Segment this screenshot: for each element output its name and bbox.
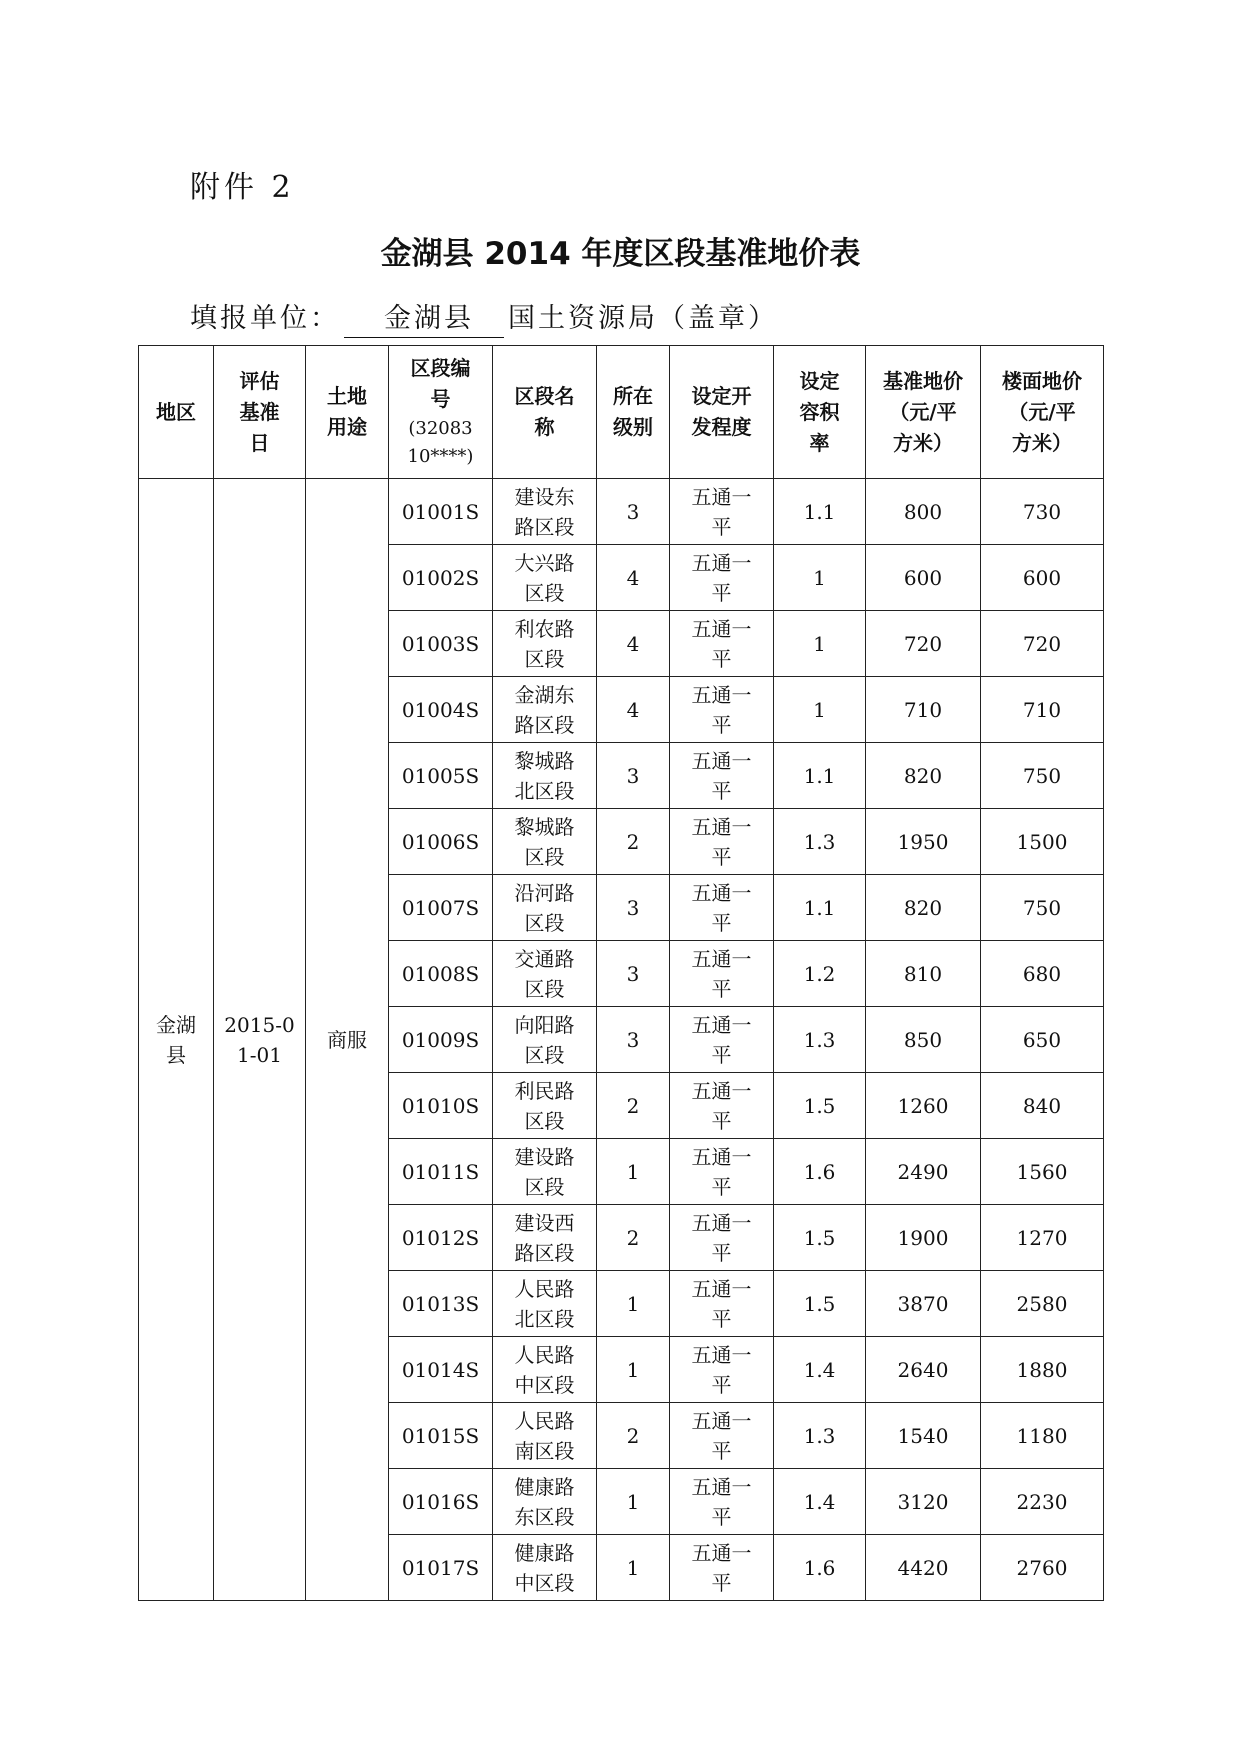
cell-floor-price: 1270 <box>981 1205 1104 1271</box>
cell-use: 商服 <box>306 479 389 1601</box>
table-row <box>139 479 1104 545</box>
cell-dev: 五通一平 <box>670 1271 774 1337</box>
cell-code: 01014S <box>389 1337 493 1403</box>
cell-name: 黎城路区段 <box>493 809 597 875</box>
cell-base-price: 3870 <box>866 1271 981 1337</box>
attachment-label: 附件 2 <box>190 170 295 205</box>
cell-base-price: 1900 <box>866 1205 981 1271</box>
cell-base-price: 3120 <box>866 1469 981 1535</box>
cell-base-price: 1540 <box>866 1403 981 1469</box>
cell-level: 3 <box>597 1007 670 1073</box>
cell-floor-price: 2580 <box>981 1271 1104 1337</box>
cell-floor-price: 650 <box>981 1007 1104 1073</box>
cell-base-price: 820 <box>866 875 981 941</box>
header-far: 设定容积率 <box>774 346 866 479</box>
cell-floor-price: 840 <box>981 1073 1104 1139</box>
cell-floor-price: 680 <box>981 941 1104 1007</box>
cell-code: 01012S <box>389 1205 493 1271</box>
cell-code: 01004S <box>389 677 493 743</box>
cell-floor-price: 2230 <box>981 1469 1104 1535</box>
cell-region: 金湖县 <box>139 479 214 1601</box>
cell-dev: 五通一平 <box>670 1205 774 1271</box>
header-code: 区段编号 (3208310****) <box>389 346 493 479</box>
cell-code: 01007S <box>389 875 493 941</box>
cell-level: 3 <box>597 941 670 1007</box>
cell-name: 建设东路区段 <box>493 479 597 545</box>
cell-far: 1.4 <box>774 1469 866 1535</box>
cell-base-price: 1260 <box>866 1073 981 1139</box>
cell-floor-price: 600 <box>981 545 1104 611</box>
cell-dev: 五通一平 <box>670 479 774 545</box>
cell-far: 1 <box>774 611 866 677</box>
cell-name: 建设路区段 <box>493 1139 597 1205</box>
cell-level: 2 <box>597 1073 670 1139</box>
cell-base-price: 2640 <box>866 1337 981 1403</box>
cell-name: 人民路北区段 <box>493 1271 597 1337</box>
cell-level: 1 <box>597 1469 670 1535</box>
reporting-unit-line <box>190 296 778 338</box>
cell-level: 2 <box>597 809 670 875</box>
header-base-price: 基准地价（元/平方米） <box>866 346 981 479</box>
header-date: 评估基准日 <box>214 346 306 479</box>
cell-floor-price: 1180 <box>981 1403 1104 1469</box>
cell-code: 01017S <box>389 1535 493 1601</box>
cell-dev: 五通一平 <box>670 1337 774 1403</box>
cell-floor-price: 1560 <box>981 1139 1104 1205</box>
cell-name: 建设西路区段 <box>493 1205 597 1271</box>
cell-name: 金湖东路区段 <box>493 677 597 743</box>
cell-name: 利农路区段 <box>493 611 597 677</box>
cell-base-price: 820 <box>866 743 981 809</box>
cell-base-price: 850 <box>866 1007 981 1073</box>
cell-name: 人民路中区段 <box>493 1337 597 1403</box>
cell-code: 01002S <box>389 545 493 611</box>
cell-code: 01008S <box>389 941 493 1007</box>
cell-name: 向阳路区段 <box>493 1007 597 1073</box>
cell-floor-price: 710 <box>981 677 1104 743</box>
header-level: 所在级别 <box>597 346 670 479</box>
cell-code: 01006S <box>389 809 493 875</box>
cell-base-price: 720 <box>866 611 981 677</box>
cell-name: 黎城路北区段 <box>493 743 597 809</box>
header-name: 区段名称 <box>493 346 597 479</box>
cell-code: 01010S <box>389 1073 493 1139</box>
cell-base-price: 800 <box>866 479 981 545</box>
cell-dev: 五通一平 <box>670 1469 774 1535</box>
cell-far: 1.1 <box>774 875 866 941</box>
cell-base-price: 2490 <box>866 1139 981 1205</box>
cell-far: 1.5 <box>774 1073 866 1139</box>
cell-dev: 五通一平 <box>670 677 774 743</box>
reporting-unit-prefix: 填报单位： <box>190 303 340 334</box>
cell-level: 1 <box>597 1271 670 1337</box>
cell-name: 沿河路区段 <box>493 875 597 941</box>
cell-floor-price: 750 <box>981 743 1104 809</box>
cell-floor-price: 750 <box>981 875 1104 941</box>
cell-far: 1.6 <box>774 1139 866 1205</box>
cell-level: 4 <box>597 545 670 611</box>
cell-dev: 五通一平 <box>670 611 774 677</box>
cell-dev: 五通一平 <box>670 1535 774 1601</box>
land-price-table <box>138 345 1104 1601</box>
cell-far: 1 <box>774 677 866 743</box>
cell-dev: 五通一平 <box>670 1073 774 1139</box>
cell-level: 2 <box>597 1403 670 1469</box>
cell-level: 4 <box>597 677 670 743</box>
cell-floor-price: 730 <box>981 479 1104 545</box>
cell-code: 01009S <box>389 1007 493 1073</box>
header-region: 地区 <box>139 346 214 479</box>
cell-level: 2 <box>597 1205 670 1271</box>
cell-dev: 五通一平 <box>670 1403 774 1469</box>
cell-far: 1.3 <box>774 1403 866 1469</box>
cell-code: 01013S <box>389 1271 493 1337</box>
reporting-unit-name: 金湖县 <box>344 296 504 338</box>
cell-level: 1 <box>597 1337 670 1403</box>
cell-base-price: 810 <box>866 941 981 1007</box>
cell-base-price: 4420 <box>866 1535 981 1601</box>
cell-code: 01003S <box>389 611 493 677</box>
cell-dev: 五通一平 <box>670 941 774 1007</box>
cell-code: 01005S <box>389 743 493 809</box>
cell-code: 01016S <box>389 1469 493 1535</box>
cell-base-price: 710 <box>866 677 981 743</box>
header-floor-price: 楼面地价（元/平方米） <box>981 346 1104 479</box>
cell-code: 01015S <box>389 1403 493 1469</box>
cell-floor-price: 1880 <box>981 1337 1104 1403</box>
cell-date: 2015-01-01 <box>214 479 306 1601</box>
cell-floor-price: 720 <box>981 611 1104 677</box>
table-header-row <box>139 346 1104 479</box>
cell-far: 1.3 <box>774 809 866 875</box>
cell-name: 大兴路区段 <box>493 545 597 611</box>
cell-name: 人民路南区段 <box>493 1403 597 1469</box>
cell-dev: 五通一平 <box>670 809 774 875</box>
cell-far: 1.1 <box>774 479 866 545</box>
cell-level: 3 <box>597 743 670 809</box>
cell-level: 3 <box>597 875 670 941</box>
cell-dev: 五通一平 <box>670 743 774 809</box>
cell-code: 01001S <box>389 479 493 545</box>
cell-far: 1.6 <box>774 1535 866 1601</box>
cell-name: 健康路东区段 <box>493 1469 597 1535</box>
cell-far: 1.5 <box>774 1271 866 1337</box>
cell-level: 3 <box>597 479 670 545</box>
cell-floor-price: 1500 <box>981 809 1104 875</box>
cell-dev: 五通一平 <box>670 1007 774 1073</box>
header-dev: 设定开发程度 <box>670 346 774 479</box>
cell-level: 1 <box>597 1139 670 1205</box>
cell-name: 健康路中区段 <box>493 1535 597 1601</box>
cell-code: 01011S <box>389 1139 493 1205</box>
cell-base-price: 600 <box>866 545 981 611</box>
header-use: 土地用途 <box>306 346 389 479</box>
cell-dev: 五通一平 <box>670 875 774 941</box>
cell-far: 1.1 <box>774 743 866 809</box>
cell-level: 4 <box>597 611 670 677</box>
cell-dev: 五通一平 <box>670 1139 774 1205</box>
cell-name: 利民路区段 <box>493 1073 597 1139</box>
cell-base-price: 1950 <box>866 809 981 875</box>
cell-far: 1.5 <box>774 1205 866 1271</box>
cell-floor-price: 2760 <box>981 1535 1104 1601</box>
cell-level: 1 <box>597 1535 670 1601</box>
cell-name: 交通路区段 <box>493 941 597 1007</box>
cell-dev: 五通一平 <box>670 545 774 611</box>
cell-far: 1.2 <box>774 941 866 1007</box>
cell-far: 1.4 <box>774 1337 866 1403</box>
cell-far: 1 <box>774 545 866 611</box>
page-title: 金湖县 2014 年度区段基准地价表 <box>380 236 861 272</box>
cell-far: 1.3 <box>774 1007 866 1073</box>
reporting-unit-suffix: 国土资源局（盖章） <box>508 303 778 334</box>
